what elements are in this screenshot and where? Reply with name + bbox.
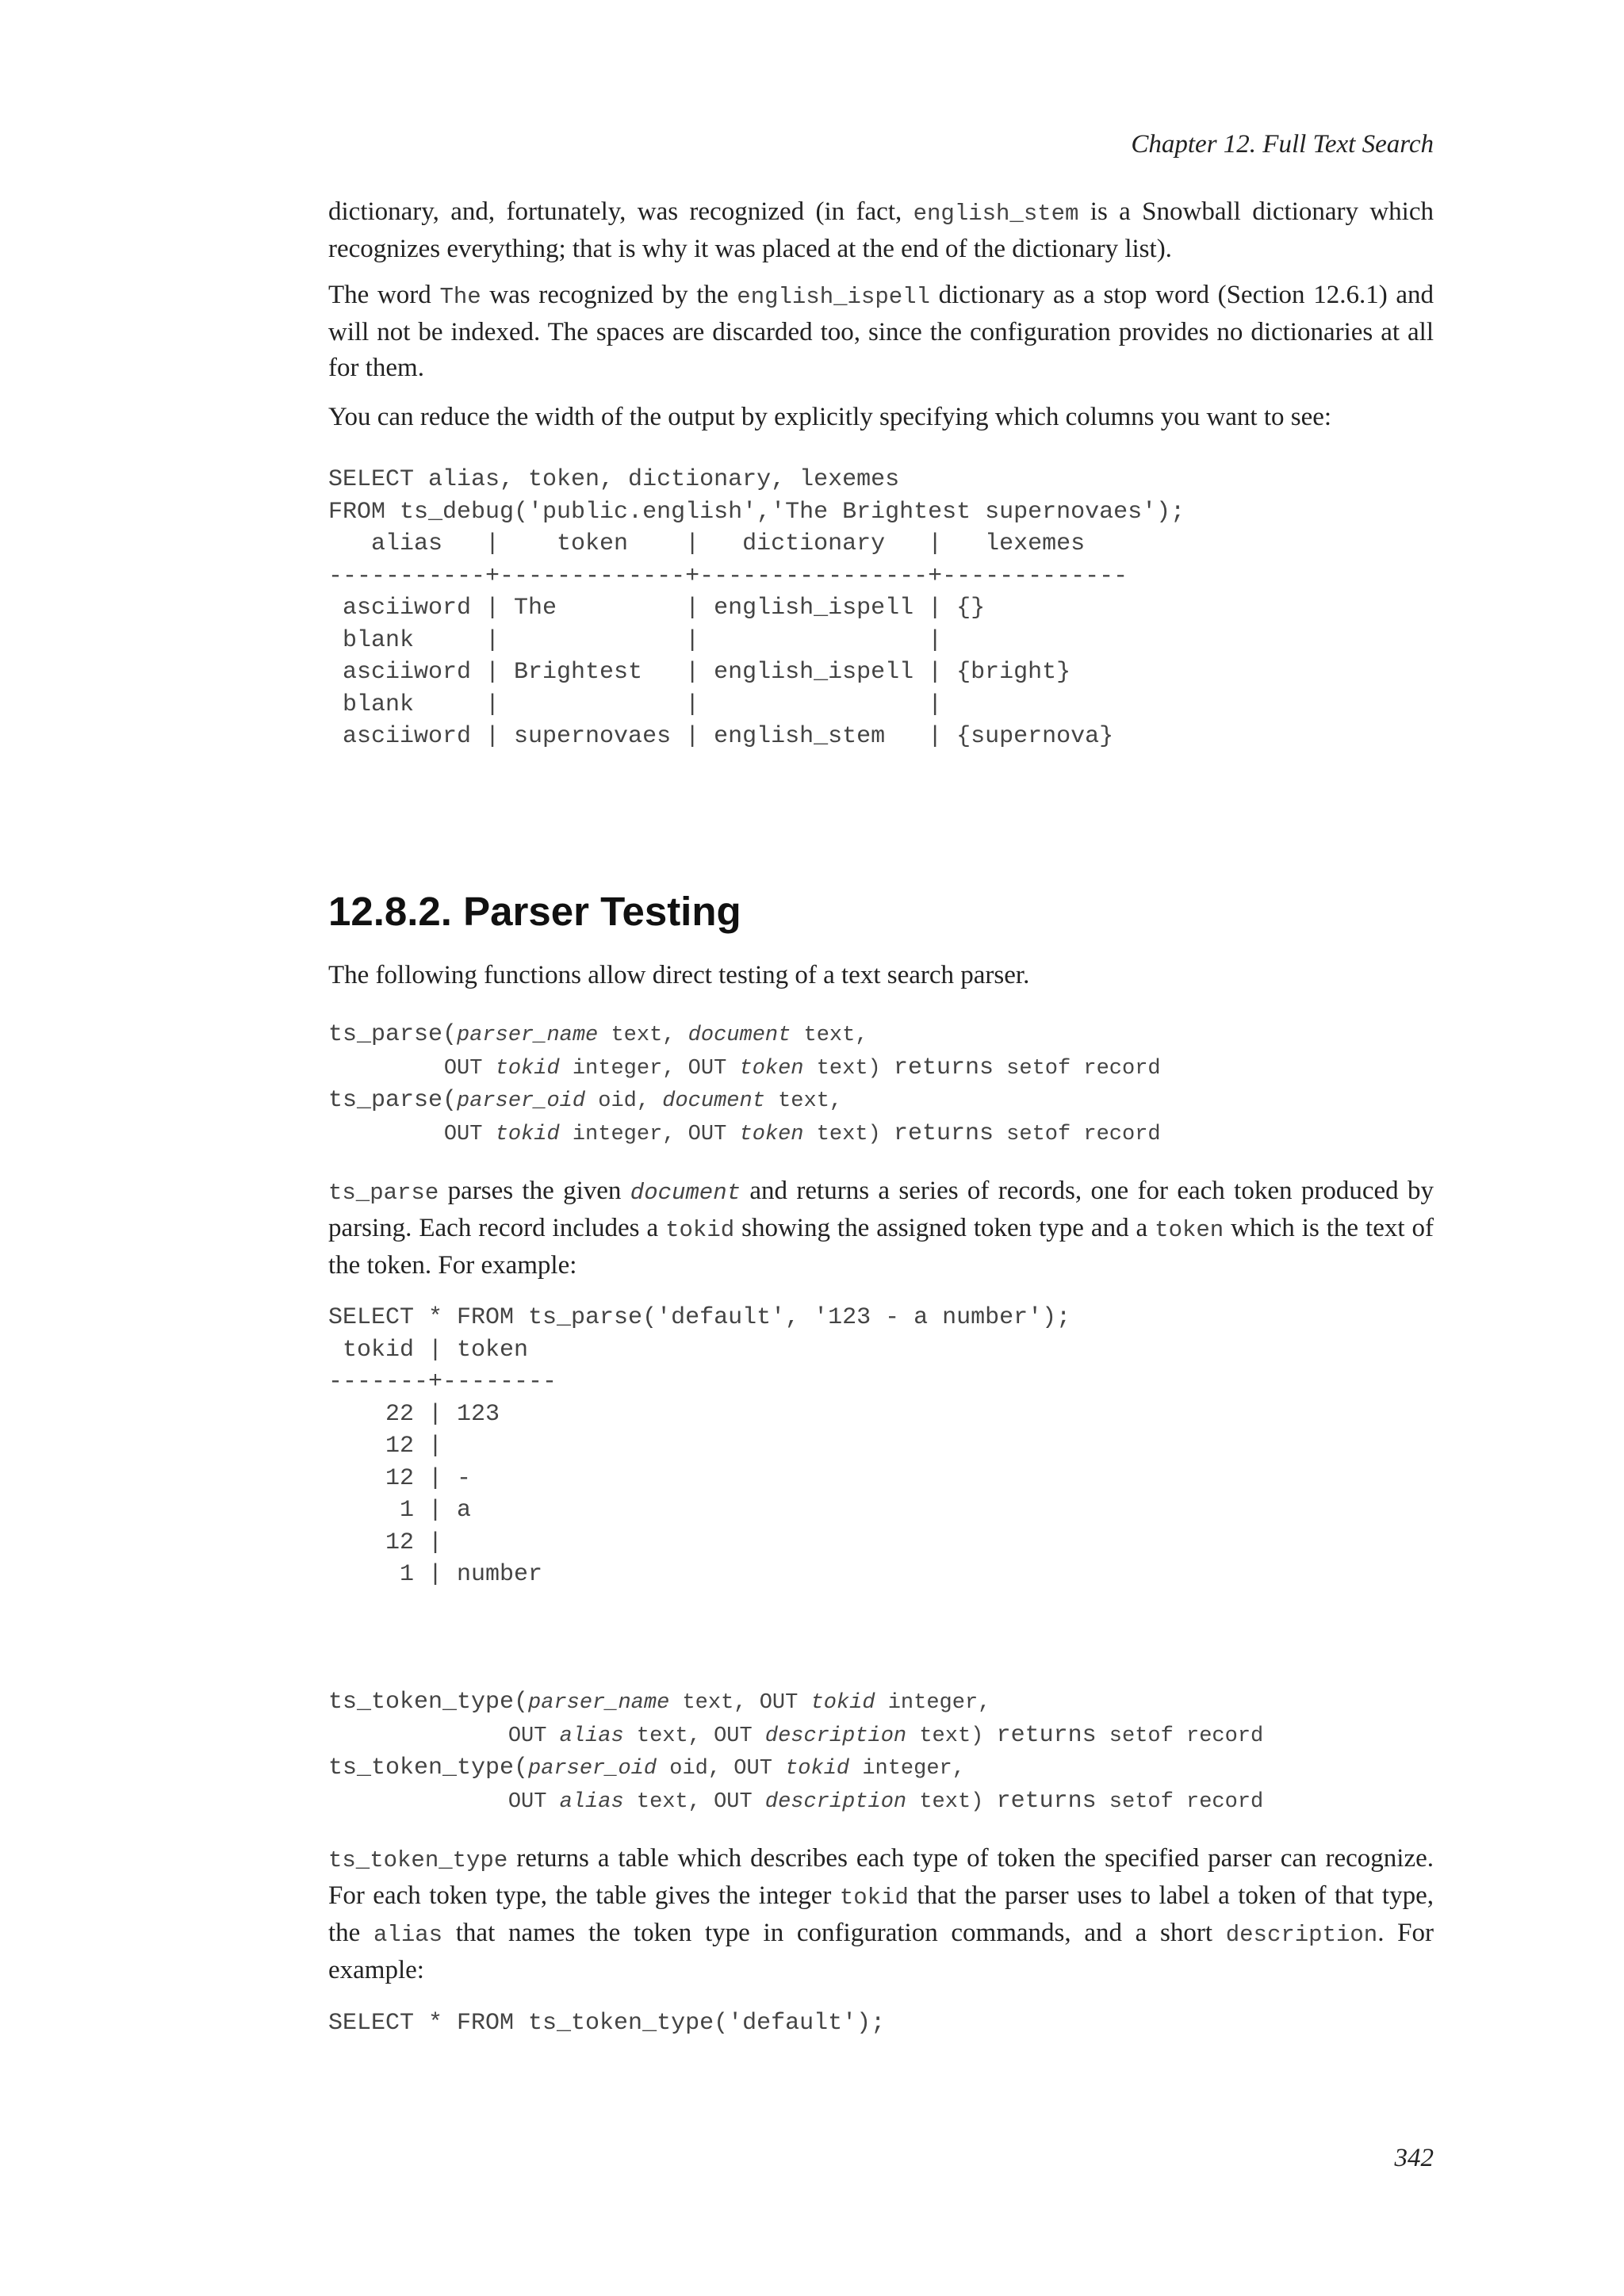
- code-line: asciiword | Brightest | english_ispell | {bright}: [328, 659, 1071, 686]
- code-line: 22 | 123: [328, 1400, 500, 1428]
- code-line: -------+--------: [328, 1368, 557, 1395]
- code-block: [328, 1302, 1434, 1591]
- function-signature: ts_parse(parser_name text, document text, OUT tokid integer, OUT token text) returns setof record ts_parse(parser_oid oid, document text, OUT tokid integer, OUT token text) returns setof record: [328, 1021, 1161, 1147]
- code-line: blank | | |: [328, 691, 943, 718]
- code-line: -----------+-------------+----------------+-------------: [328, 562, 1128, 590]
- inline-code: description: [1225, 1922, 1378, 1948]
- code-line: SELECT alias, token, dictionary, lexemes: [328, 466, 900, 493]
- code-line: blank | | |: [328, 626, 943, 654]
- section-heading: 12.8.2. Parser Testing: [328, 889, 741, 934]
- code-block: [328, 2007, 1434, 2040]
- code-line: tokid | token: [328, 1336, 529, 1364]
- inline-code: tokid: [665, 1217, 735, 1243]
- code-line: FROM ts_debug('public.english','The Brightest supernovaes');: [328, 498, 1185, 526]
- inline-code: document: [630, 1180, 741, 1206]
- code-line: 12 |: [328, 1529, 443, 1556]
- inline-code: The: [439, 284, 481, 310]
- inline-code: ts_token_type: [328, 1847, 508, 1873]
- inline-code: english_ispell: [737, 284, 930, 310]
- page-number: 342: [1394, 2144, 1434, 2172]
- paragraph: The following functions allow direct testing of a text search parser.: [328, 961, 1030, 989]
- code-line: alias | token | dictionary | lexemes: [328, 530, 1086, 557]
- code-line: SELECT * FROM ts_parse('default', '123 - a number');: [328, 1304, 1071, 1331]
- code-line: 12 | -: [328, 1464, 472, 1492]
- inline-code: token: [1155, 1217, 1224, 1243]
- code-line: 12 |: [328, 1433, 443, 1460]
- running-head: Chapter 12. Full Text Search: [1131, 130, 1434, 159]
- inline-code: tokid: [839, 1885, 909, 1911]
- code-line: 1 | number: [328, 1561, 543, 1588]
- code-block: [328, 464, 1434, 753]
- function-signature: ts_token_type(parser_name text, OUT tokid integer, OUT alias text, OUT description text) returns setof record ts_token_type(parser_oid oid, OUT tokid integer, OUT alias text, OUT description text) returns setof record: [328, 1689, 1264, 1815]
- paragraph: ts_token_type returns a table which describes each type of token the specified parser can recognize. For each token type, the table gives the integer tokid that the parser uses to label a token of that type, the alias that names the token type in configuration commands, and a short description. For example:: [328, 1844, 1434, 1984]
- inline-code: english_stem: [913, 201, 1079, 227]
- inline-code: ts_parse: [328, 1180, 439, 1206]
- code-line: 1 | a: [328, 1497, 472, 1524]
- inline-code: alias: [373, 1922, 443, 1948]
- paragraph: The word The was recognized by the english_ispell dictionary as a stop word (Section 12.6.1) and will not be indexed. The spaces are discarded too, since the configuration provides no dictionaries at all for them.: [328, 281, 1434, 382]
- paragraph: You can reduce the width of the output by explicitly specifying which columns you want to see:: [328, 403, 1332, 431]
- paragraph: ts_parse parses the given document and returns a series of records, one for each token produced by parsing. Each record includes a tokid showing the assigned token type and a token which is the text of the token. For example:: [328, 1177, 1434, 1280]
- code-line: SELECT * FROM ts_token_type('default');: [328, 2010, 886, 2037]
- code-line: asciiword | supernovaes | english_stem | {supernova}: [328, 723, 1114, 750]
- paragraph: dictionary, and, fortunately, was recognized (in fact, english_stem is a Snowball dictionary which recognizes everything; that is why it was placed at the end of the dictionary list).: [328, 197, 1434, 263]
- code-line: asciiword | The | english_ispell | {}: [328, 595, 986, 622]
